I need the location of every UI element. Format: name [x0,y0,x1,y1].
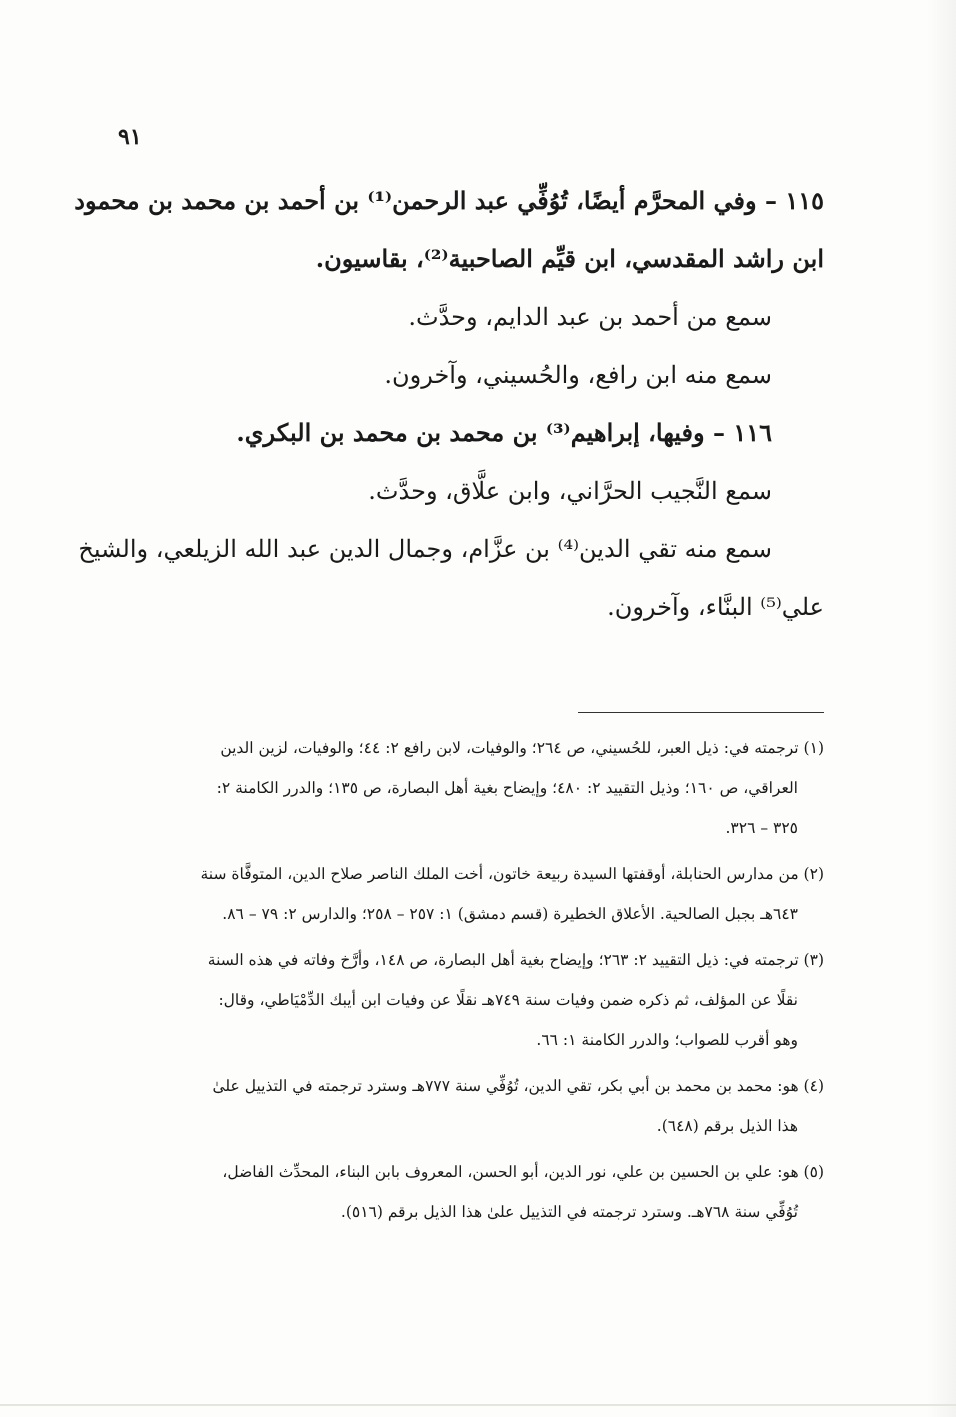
text-line: ١١٦ – وفيها، إبراهيم⁽³⁾ بن محمد بن محمد بن البكري. [236,418,772,447]
footnote-3 [130,940,824,1060]
text-line: ابن راشد المقدسي، ابن قيِّم الصاحبية⁽²⁾، بقاسيون. [315,244,824,273]
footnote-1 [130,728,824,848]
footnote-line: وهو أقرب للصواب؛ والدرر الكامنة ١: ٦٦. [536,1031,798,1049]
footnote-line: تُوُفِّي سنة ٧٦٨هـ. وسترد ترجمته في التذييل علىٰ هذا الذيل برقم (٥١٦). [340,1203,798,1221]
footnote-line: ٦٤٣هـ بجبل الصالحية. الأعلاق الخطيرة (قسم دمشق) ١: ٢٥٧ – ٢٥٨؛ والدارس ٢: ٧٩ – ٨٦. [222,905,798,923]
text-line: سمع منه ابن رافع، والحُسيني، وآخرون. [384,361,772,389]
footnote-line: نقلًا عن المؤلف، ثم ذكره ضمن وفيات سنة ٧٤٩هـ نقلًا عن وفيات ابن أيبك الدِّمْيَاطي، وقال: [218,991,798,1009]
footnote-line: (٢) من مدارس الحنابلة، أوقفتها السيدة ربيعة خاتون، أخت الملك الناصر صلاح الدين، المتوفَّاة سنة [200,865,824,883]
footnote-5 [130,1152,824,1232]
footnote-line: (٣) ترجمته في: ذيل التقييد ٢: ٢٦٣؛ وإيضاح بغية أهل البصارة، ص ١٤٨، وأرَّخ وفاته في هذه السنة [207,951,824,969]
page-edge-shadow [926,0,956,1417]
text-line: سمع منه تقي الدين⁽⁴⁾ بن عزَّام، وجمال الدين عبد الله الزيلعي، والشيخ [78,535,772,563]
footnote-line: هذا الذيل برقم (٦٤٨). [656,1117,798,1135]
main-text [74,172,824,636]
entry-116-heard-by [78,520,824,636]
entry-115-heard-from [128,288,824,346]
footnote-line: ٣٢٥ – ٣٢٦. [725,819,798,837]
text-line: سمع النَّجيب الحرَّاني، وابن علَّاق، وحدَّث. [368,477,772,505]
entry-115-heard-by [128,346,824,404]
footnote-separator [578,712,824,713]
text-line: علي⁽⁵⁾ البنَّاء، وآخرون. [607,593,824,621]
footnote-line: (٤) هو: محمد بن محمد بن أبي بكر، تقي الدين، تُوُفِّي سنة ٧٧٧هـ وسترد ترجمته في التذييل علىٰ [212,1077,824,1095]
entry-116-heading [128,404,824,462]
entry-115-heading [74,172,824,288]
footnote-line: (١) ترجمته في: ذيل العبر، للحُسيني، ص ٢٦٤؛ والوفيات، لابن رافع ٢: ٤٤؛ والوفيات، لزين الدين [220,739,824,757]
scan-bottom-edge [0,1404,956,1406]
text-line: سمع من أحمد بن عبد الدايم، وحدَّث. [408,303,772,331]
entry-116-heard-from [128,462,824,520]
page-number: ٩١ [118,124,142,150]
footnote-line: (٥) هو: علي بن الحسين بن علي، نور الدين، أبو الحسن، المعروف بابن البناء، المحدِّث الفاضل، [222,1163,824,1181]
text-line: ١١٥ – وفي المحرَّم أيضًا، تُوُفِّي عبد الرحمن⁽¹⁾ بن أحمد بن محمد بن محمود [74,186,824,215]
footnote-2 [130,854,824,934]
footnotes [130,728,824,1238]
footnote-line: العراقي، ص ١٦٠؛ وذيل التقييد ٢: ٤٨٠؛ وإيضاح بغية أهل البصارة، ص ١٣٥؛ والدرر الكامنة ٢: [216,779,798,797]
footnote-4 [130,1066,824,1146]
